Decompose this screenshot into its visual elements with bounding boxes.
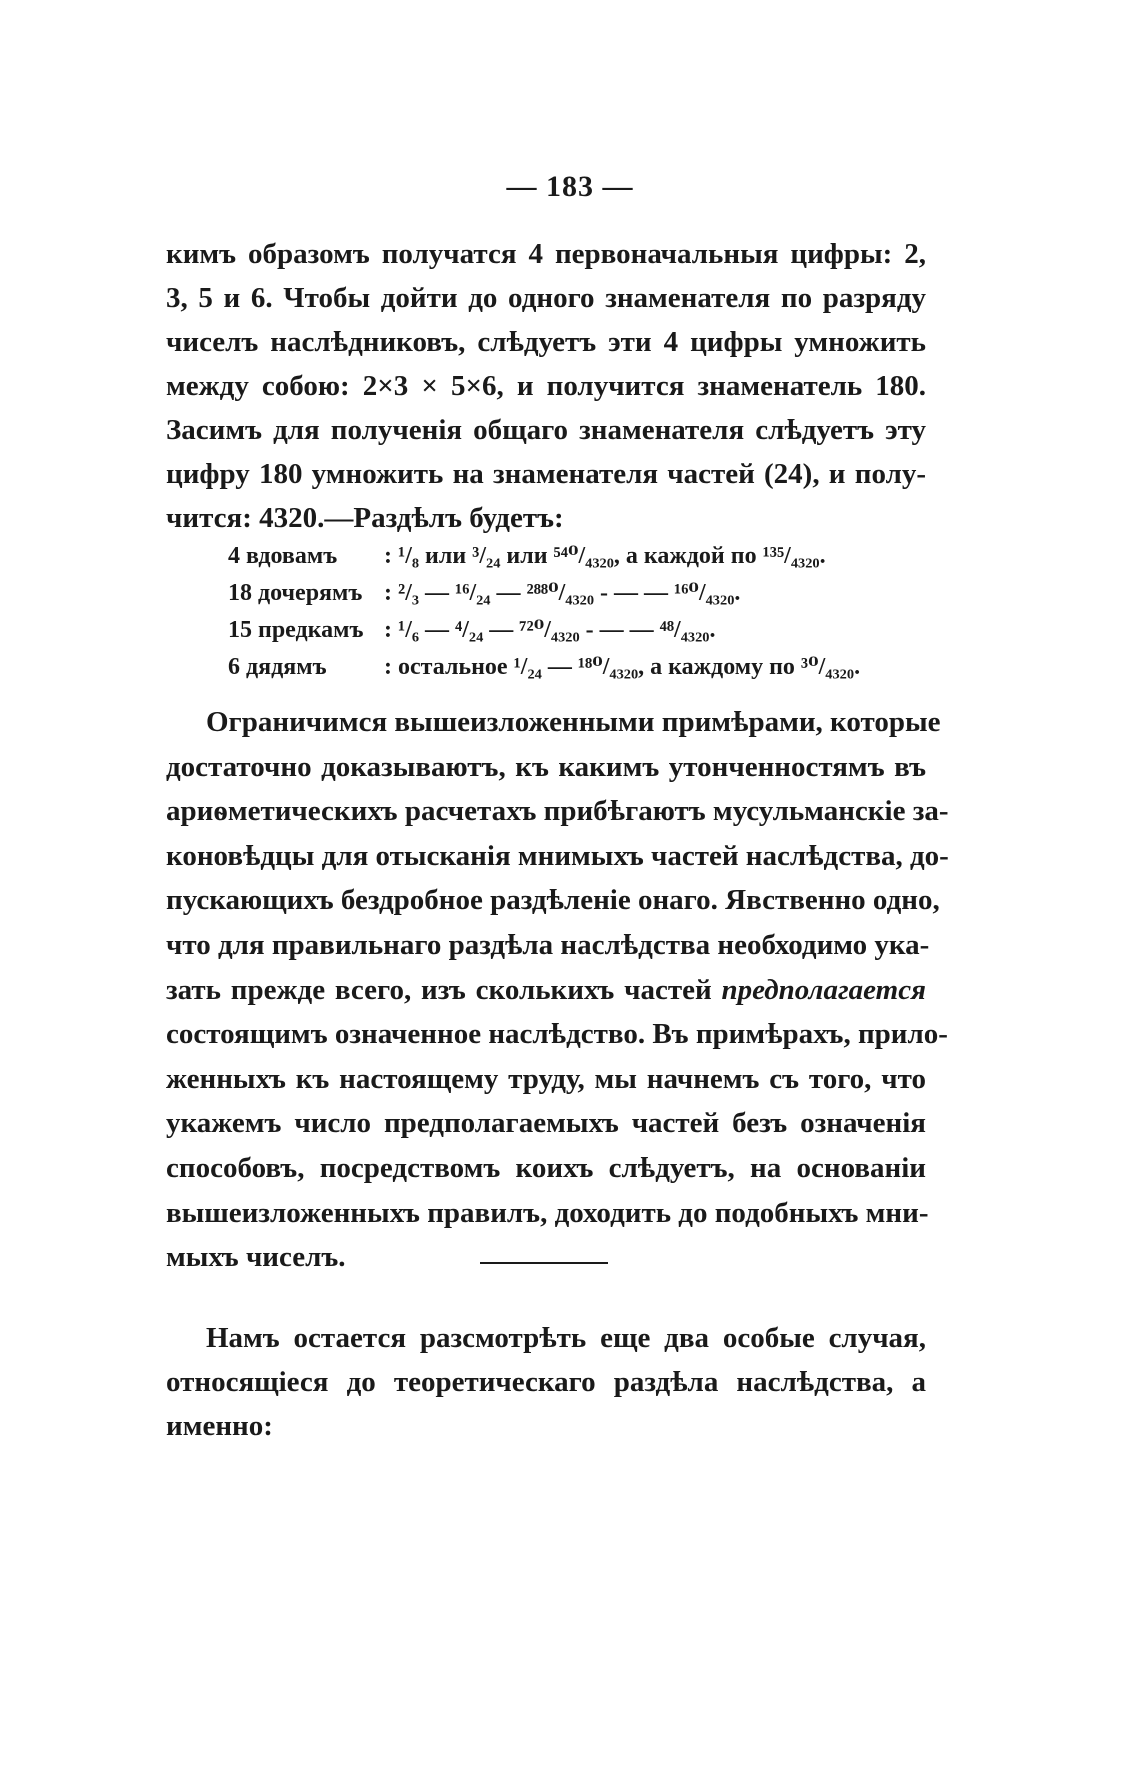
text-line: достаточно доказываютъ, къ какимъ утонченностямъ въ [166,750,926,783]
distribution-table [228,538,908,686]
text-line: что для правильнаго раздѣла наслѣдства необходимо ука- [166,928,930,961]
text-line: мыхъ чиселъ. [166,1241,346,1274]
paragraph-2 [166,700,949,1280]
text-line: Засимъ для полученія общаго знаменателя слѣдуетъ эту [166,414,926,446]
heir-share: : остальное ¹/₂₄ — ¹⁸⁰/₄₃₂₀, а каждому по ³⁰/₄₃₂₀. [384,654,861,680]
italic-word: предполагается [721,973,926,1006]
text-line: цифру 180 умножить на знаменателя частей (24), и полу- [166,458,926,490]
paragraph-1 [166,232,926,540]
text-line: чиселъ наслѣдниковъ, слѣдуетъ эти 4 цифры умножить [166,326,926,358]
text-line: способовъ, посредствомъ коихъ слѣдуетъ, на основаніи [166,1151,926,1184]
text-line: ариѳметическихъ расчетахъ прибѣгаютъ мусульманскіе за- [166,795,949,828]
distribution-row [228,538,908,575]
text-line: пускающихъ бездробное раздѣленіе онаго. Явственно одно, [166,884,940,917]
text-line: состоящимъ означенное наслѣдство. Въ примѣрахъ, прило- [166,1018,948,1051]
distribution-row [228,612,908,649]
text-line: Ограничимся вышеизложенными примѣрами, которые [206,706,941,738]
text-line-with-italic [166,968,926,1013]
text-line: именно: [166,1410,273,1442]
text-line: кимъ образомъ получатся 4 первоначальныя цифры: 2, [166,238,926,270]
heir-label: 18 дочерямъ [228,580,363,606]
section-divider [480,1262,608,1264]
text-line: вышеизложенныхъ правилъ, доходить до подобныхъ мни- [166,1196,929,1229]
paragraph-3 [166,1316,926,1448]
heir-share: : ¹/₈ или ³/₂₄ или ⁵⁴⁰/₄₃₂₀, а каждой по ¹³⁵/₄₃₂₀. [384,543,826,569]
text-line: 3, 5 и 6. Чтобы дойти до одного знаменателя по разряду [166,282,926,314]
distribution-row [228,649,908,686]
heir-label: 15 предкамъ [228,617,364,643]
text-segment: зать прежде всего, изъ сколькихъ частей [166,973,712,1006]
text-line: относящіеся до теоретическаго раздѣла наслѣдства, а [166,1366,926,1398]
page-number: — 183 — [506,170,634,203]
heir-label: 4 вдовамъ [228,543,338,569]
text-line: между собою: 2×3 × 5×6, и получится знаменатель 180. [166,370,926,402]
text-line: чится: 4320.—Раздѣлъ будетъ: [166,502,564,534]
distribution-row [228,575,908,612]
text-line: укажемъ число предполагаемыхъ частей безъ означенія [166,1107,926,1140]
heir-share: : ¹/₆ — ⁴/₂₄ — ⁷²⁰/₄₃₂₀ - — — ⁴⁸/₄₃₂₀. [384,617,716,643]
heir-label: 6 дядямъ [228,654,327,680]
text-line: женныхъ къ настоящему труду, мы начнемъ съ того, что [166,1062,926,1095]
heir-share: : ²/₃ — ¹⁶/₂₄ — ²⁸⁸⁰/₄₃₂₀ - — — ¹⁶⁰/₄₃₂₀. [384,580,741,606]
text-line: коновѣдцы для отысканія мнимыхъ частей наслѣдства, до- [166,839,949,872]
text-line: Намъ остается разсмотрѣть еще два особые случая, [206,1322,926,1354]
